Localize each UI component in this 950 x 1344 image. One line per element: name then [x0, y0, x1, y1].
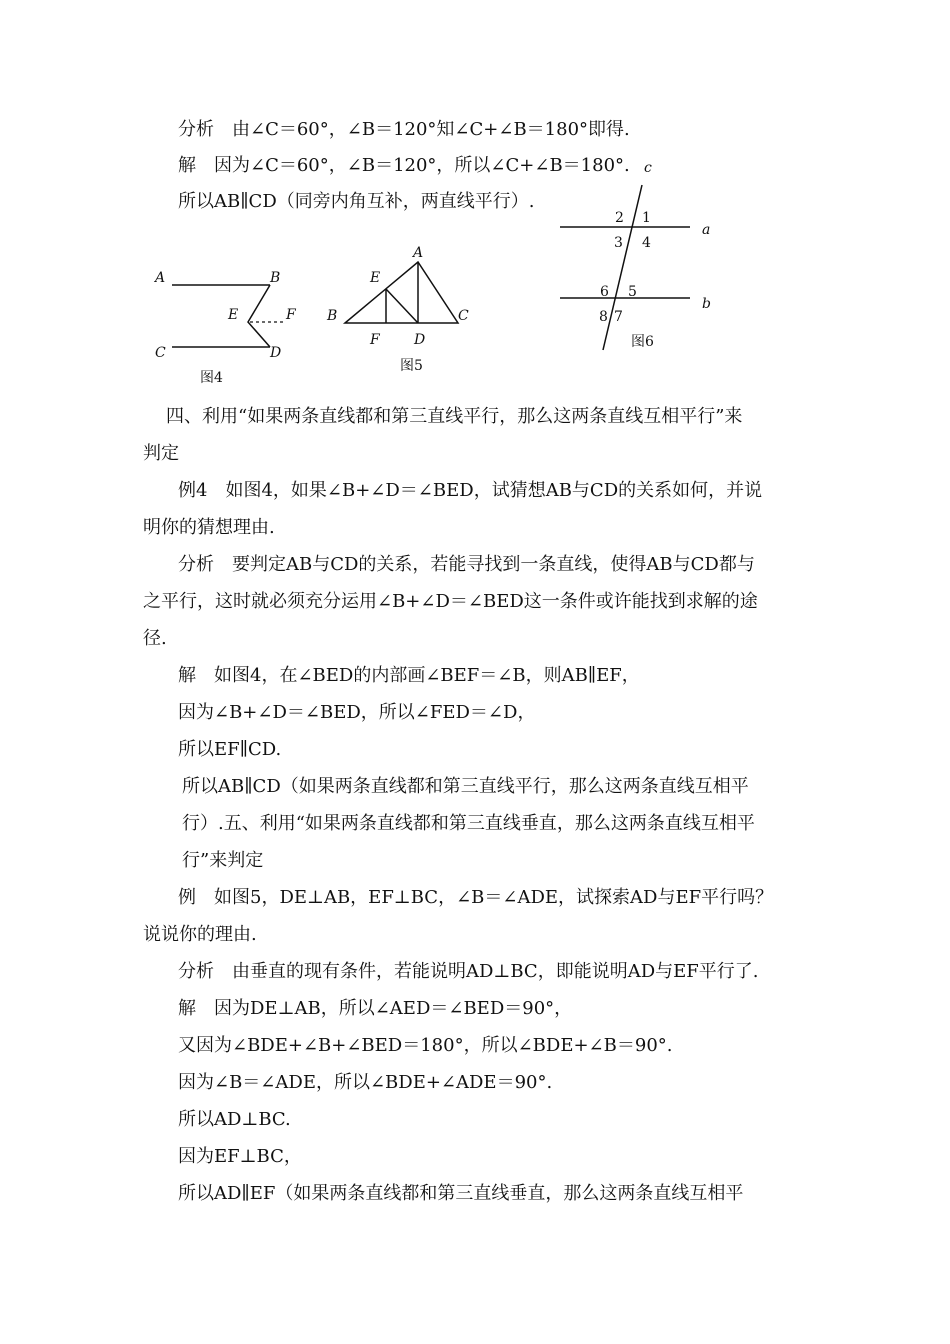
solution-5-line-4: 所以AD⊥BC.: [178, 1109, 291, 1130]
fig4-caption: 图4: [200, 370, 223, 386]
section-four-heading-cont: 判定: [143, 443, 179, 464]
solution-4-line-2: 因为∠B+∠D＝∠BED，所以∠FED＝∠D，: [178, 702, 536, 723]
solution-4-line-4: 所以AB∥CD（如果两条直线都和第三直线平行，那么这两条直线互相平: [182, 776, 749, 797]
fig6-angle-8: 8: [599, 309, 608, 325]
fig5-label-d: D: [414, 332, 426, 348]
analysis-4-line-1: 分析 要判定AB与CD的关系，若能寻找到一条直线，使得AB与CD都与: [178, 554, 755, 575]
fig6-angle-2: 2: [615, 210, 624, 226]
section-four-heading: 四、利用“如果两条直线都和第三直线平行，那么这两条直线互相平行”来: [166, 406, 743, 427]
solution-5-line-6: 所以AD∥EF（如果两条直线都和第三直线垂直，那么这两条直线互相平: [178, 1183, 744, 1204]
solution-5-line-1: 解 因为DE⊥AB，所以∠AED＝∠BED＝90°，: [178, 998, 573, 1019]
fig6-angle-6: 6: [600, 284, 609, 300]
example-5-line-2: 说说你的理由.: [143, 924, 257, 945]
solution-line-1: 解 因为∠C＝60°，∠B＝120°，所以∠C+∠B＝180°.: [178, 155, 630, 176]
fig6-label-b: b: [702, 296, 711, 312]
section-five-heading-cont: 行”来判定: [182, 850, 264, 871]
fig5-label-e: E: [370, 270, 381, 286]
conclusion-line-1: 所以AB∥CD（同旁内角互补，两直线平行）.: [178, 191, 535, 212]
fig5-label-f: F: [370, 332, 380, 348]
fig4-label-c: C: [155, 345, 166, 361]
analysis-4-line-3: 径.: [143, 628, 167, 649]
solution-5-line-3: 因为∠B＝∠ADE，所以∠BDE+∠ADE＝90°.: [178, 1072, 553, 1093]
fig4-label-a: A: [155, 270, 166, 286]
example-5-line-1: 例 如图5，DE⊥AB，EF⊥BC，∠B＝∠ADE，试探索AD与EF平行吗？: [178, 887, 774, 908]
solution-4-line-3: 所以EF∥CD.: [178, 739, 282, 760]
analysis-4-line-2: 之平行，这时就必须充分运用∠B+∠D＝∠BED这一条件或许能找到求解的途: [143, 591, 758, 612]
fig4-label-b: B: [270, 270, 281, 286]
fig5-label-c: C: [458, 308, 469, 324]
fig4-label-f: F: [286, 307, 296, 323]
fig5-label-b: B: [327, 308, 338, 324]
fig6-label-c: c: [644, 160, 652, 176]
fig6-caption: 图6: [631, 334, 654, 350]
fig6-angle-1: 1: [642, 210, 651, 226]
solution-5-line-2: 又因为∠BDE+∠B+∠BED＝180°，所以∠BDE+∠B＝90°.: [178, 1035, 673, 1056]
fig6-label-a: a: [702, 222, 711, 238]
section-five-heading: 行）.五、利用“如果两条直线都和第三直线垂直，那么这两条直线互相平: [182, 813, 755, 834]
solution-4-line-1: 解 如图4，在∠BED的内部画∠BEF＝∠B，则AB∥EF，: [178, 665, 640, 686]
fig4-label-e: E: [228, 307, 239, 323]
fig5-label-a: A: [413, 245, 424, 261]
solution-5-line-5: 因为EF⊥BC，: [178, 1146, 302, 1167]
fig4-label-d: D: [270, 345, 282, 361]
analysis-5-line-1: 分析 由垂直的现有条件，若能说明AD⊥BC，即能说明AD与EF平行了.: [178, 961, 759, 982]
fig6-angle-7: 7: [614, 309, 623, 325]
fig5-caption: 图5: [400, 358, 423, 374]
example-4-line-1: 例4 如图4，如果∠B+∠D＝∠BED，试猜想AB与CD的关系如何，并说: [178, 480, 763, 501]
fig6-angle-5: 5: [628, 284, 637, 300]
example-4-line-2: 明你的猜想理由.: [143, 517, 275, 538]
analysis-line-1: 分析 由∠C＝60°，∠B＝120°知∠C+∠B＝180°即得.: [178, 119, 630, 140]
fig6-angle-3: 3: [614, 235, 623, 251]
fig6-angle-4: 4: [642, 235, 651, 251]
